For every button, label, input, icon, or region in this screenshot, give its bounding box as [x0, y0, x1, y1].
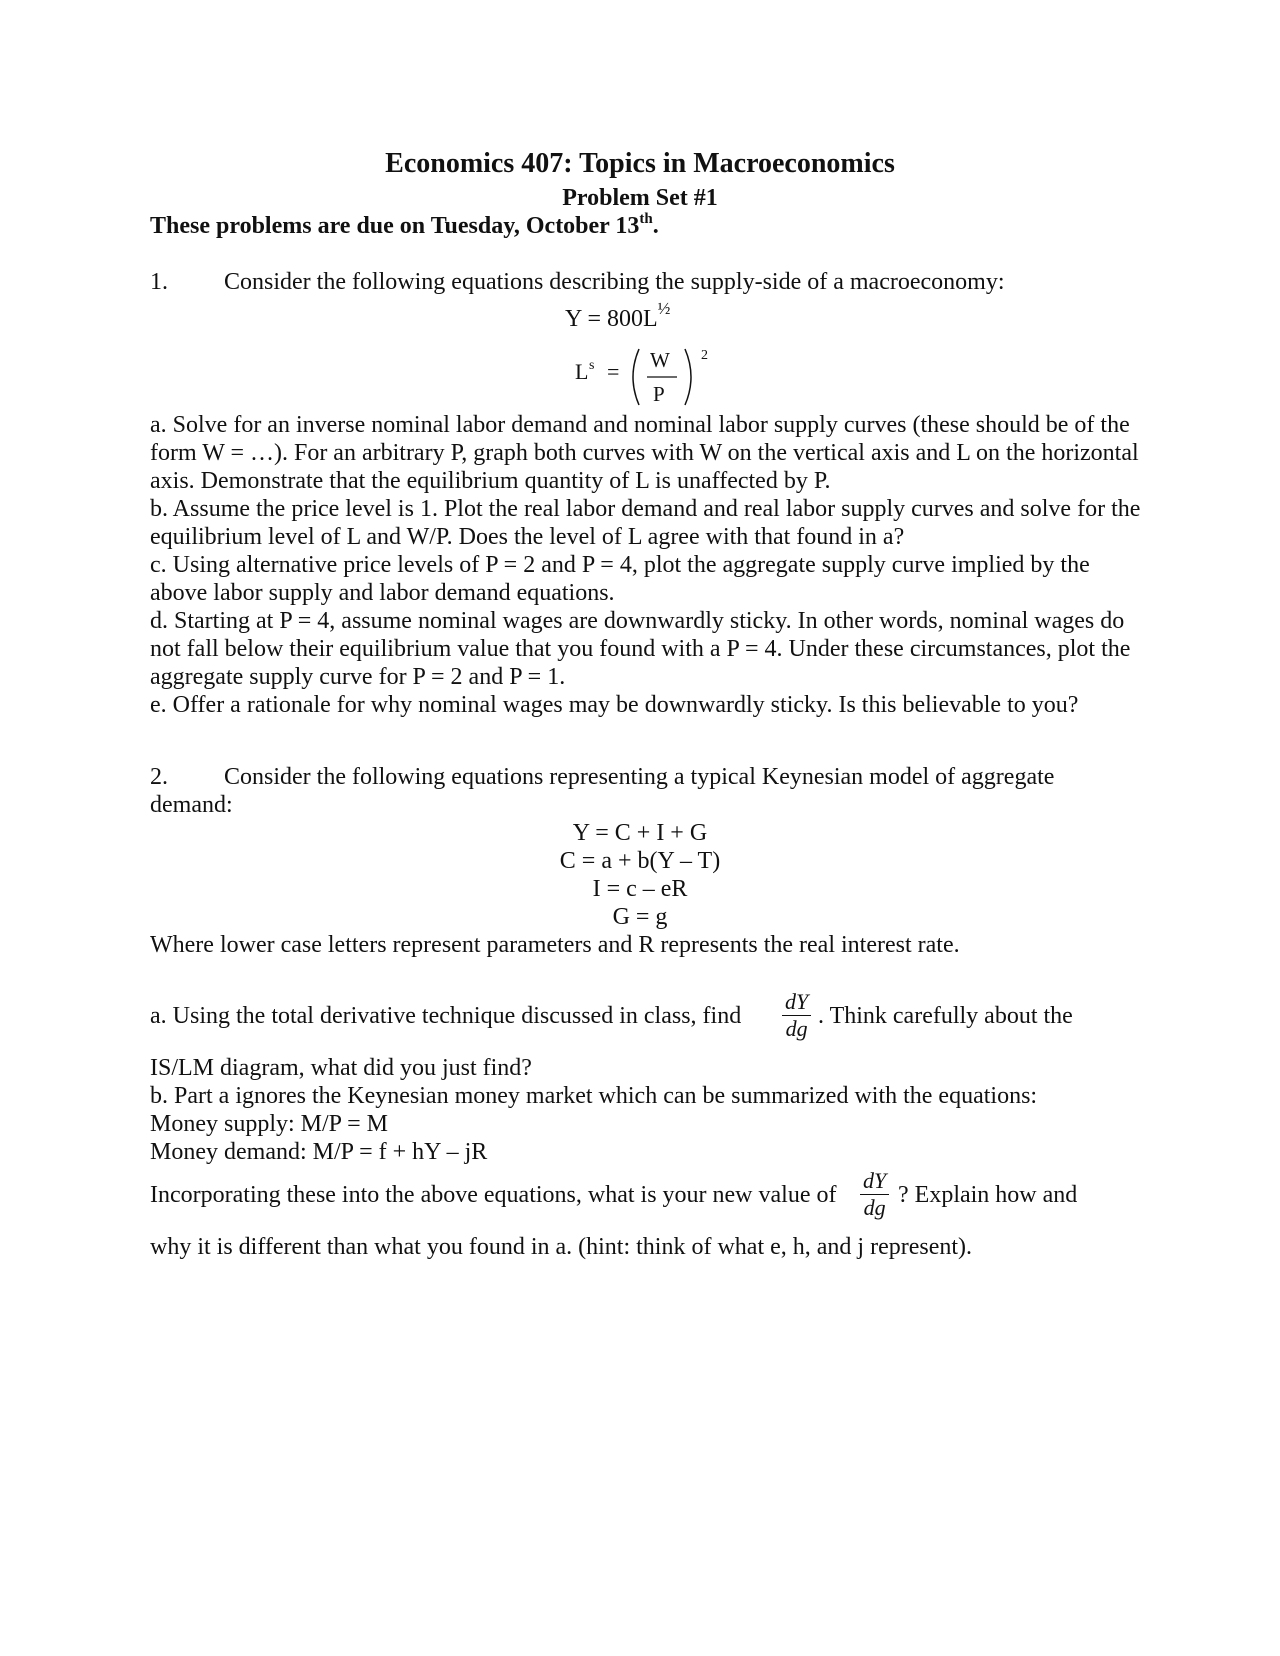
production-eq-left: Y = 800L: [565, 306, 658, 332]
q1-intro: Consider the following equations describing the supply-side of a macroeconomy:: [224, 269, 1005, 295]
due-date-line: [150, 212, 659, 240]
q2-part-a-fraction: [782, 990, 811, 1041]
q2-incorporating-fraction: [860, 1169, 889, 1220]
q2-incorporating-text: Incorporating these into the above equations, what is your new value of: [150, 1182, 837, 1208]
q2-number: 2.: [150, 764, 168, 790]
money-supply-equation: Money supply: M/P = M: [150, 1111, 389, 1137]
money-demand-equation: Money demand: M/P = f + hY – jR: [150, 1139, 488, 1165]
fraction-denominator-2: dg: [863, 1195, 886, 1220]
q2-incorporating-tail: ? Explain how and: [898, 1182, 1078, 1208]
q2-equation-3: I = c – eR: [592, 876, 688, 902]
q1-production-equation: [565, 299, 671, 335]
q1-part-a: a. Solve for an inverse nominal labor demand and nominal labor supply curves (these should be of the form W = …). For an arbitrary P, graph both curves with W on the vertical axis and L on the horizontal axis. Demonstrate that the equilibrium quantity of L is unaffected by P.: [150, 412, 1139, 494]
q2-equation-2: C = a + b(Y – T): [559, 848, 721, 874]
q2-final-line: why it is different than what you found in a. (hint: think of what e, h, and j represent).: [150, 1234, 973, 1260]
q1-part-d: d. Starting at P = 4, assume nominal wages are downwardly sticky. In other words, nominal wages do not fall below their equilibrium value that you found with a P = 4. Under these circumstances, plot the aggregate supply curve for P = 2 and P = 1.: [150, 608, 1131, 690]
fraction-denominator: dg: [785, 1016, 808, 1041]
q2-parameter-note: Where lower case letters represent parameters and R represents the real interest rate.: [150, 932, 960, 958]
q1-part-e: e. Offer a rationale for why nominal wages may be downwardly sticky. Is this believable to you?: [150, 692, 1079, 718]
due-text: These problems are due on Tuesday, October 13: [150, 213, 640, 239]
q1-part-b: b. Assume the price level is 1. Plot the real labor demand and real labor supply curves and solve for the equilibrium level of L and W/P. Does the level of L agree with that found in a?: [150, 496, 1141, 550]
labor-supply-den: P: [653, 382, 665, 406]
q2-equation-4: G = g: [612, 904, 668, 930]
problem-set-label: Problem Set #1: [562, 185, 718, 211]
dY-dg-fraction-2: [860, 1169, 889, 1220]
labor-supply-sup: s: [589, 358, 595, 373]
q2-part-a-tail: . Think carefully about the: [818, 1003, 1073, 1029]
q2-part-a-text: a. Using the total derivative technique discussed in class, find: [150, 1003, 742, 1029]
fraction-numerator: dY: [782, 990, 811, 1016]
document-title: Economics 407: Topics in Macroeconomics: [385, 148, 895, 179]
dY-dg-fraction: [782, 990, 811, 1041]
q2-intro: Consider the following equations representing a typical Keynesian model of aggregate: [224, 764, 1055, 790]
due-period: .: [652, 213, 659, 239]
q2-part-b: b. Part a ignores the Keynesian money market which can be summarized with the equations:: [150, 1083, 1038, 1109]
q2-intro-cont: demand:: [150, 792, 233, 818]
labor-supply-equals: =: [607, 359, 620, 384]
labor-supply-exponent: 2: [701, 348, 708, 363]
due-ordinal: th: [639, 211, 653, 227]
q2-part-a-cont: IS/LM diagram, what did you just find?: [150, 1055, 532, 1081]
q1-part-c: c. Using alternative price levels of P = 2 and P = 4, plot the aggregate supply curve implied by the above labor supply and labor demand equations.: [150, 552, 1090, 606]
q1-labor-supply-equation: [575, 346, 725, 416]
q1-number: 1.: [150, 269, 168, 295]
q2-part-a-line: [150, 1002, 741, 1030]
labor-supply-left: L: [575, 359, 589, 384]
production-eq-exponent: ½: [657, 299, 671, 318]
q2-equation-1: Y = C + I + G: [572, 820, 708, 846]
fraction-numerator-2: dY: [860, 1169, 889, 1195]
labor-supply-num: W: [650, 348, 670, 372]
